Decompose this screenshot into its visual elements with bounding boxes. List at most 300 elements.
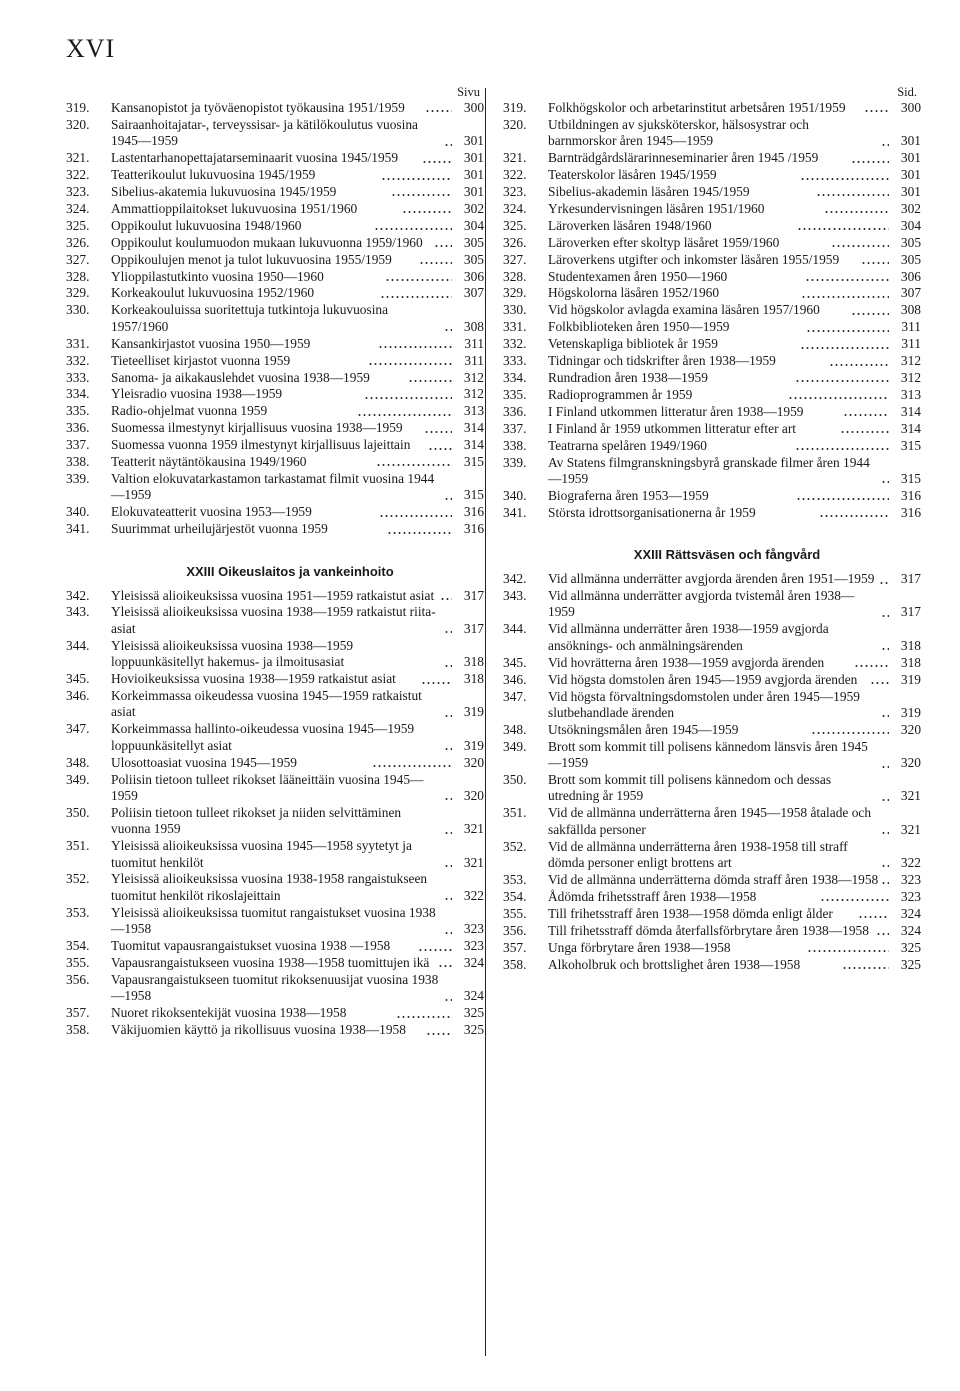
entry-body xyxy=(111,167,484,183)
entry-body xyxy=(111,838,484,871)
entry-body xyxy=(548,370,921,386)
dot-leader xyxy=(820,891,889,902)
entry-number: 325. xyxy=(66,217,90,233)
entry-body xyxy=(111,721,484,754)
entry-title: Oppikoulut koulumuodon mukaan lukuvuonna 1959/1960 xyxy=(111,234,423,250)
dot-leader xyxy=(831,237,889,248)
entry-title: Alkoholbruk och brottslighet åren 1938—1958 xyxy=(548,956,801,972)
entry-body xyxy=(111,285,484,301)
entry-number: 335. xyxy=(66,403,90,419)
entry-title: Vid allmänna underrätter avgjorda tvistemål åren 1938—1959 xyxy=(548,588,855,620)
entry-page: 313 xyxy=(900,386,922,402)
entry-body xyxy=(548,940,921,956)
entry-title: Yleisissä alioikeuksissa vuosina 1938-1958 rangaistukseen tuomitut henkilöt rikoslajeittain xyxy=(111,871,428,903)
entry-number: 324. xyxy=(503,200,527,216)
entry-page: 319 xyxy=(900,704,921,720)
toc-entry xyxy=(66,838,484,871)
entry-number: 328. xyxy=(503,268,527,284)
entry-number: 346. xyxy=(66,688,90,703)
dot-leader xyxy=(788,389,889,400)
toc-entry xyxy=(503,772,921,805)
dot-leader xyxy=(795,440,889,451)
dot-leader xyxy=(372,757,453,768)
dot-leader xyxy=(421,674,452,685)
dot-leader xyxy=(422,153,452,164)
entry-body xyxy=(111,370,484,386)
entry-body xyxy=(548,302,921,318)
entry-body xyxy=(548,621,921,654)
toc-entry xyxy=(503,167,921,183)
entry-body xyxy=(111,588,484,604)
entry-title: Yleisissä alioikeuksissa vuosina 1938—1959 loppuunkäsitellyt hakemus- ja ilmoitusasiat xyxy=(111,637,354,670)
entry-page: 307 xyxy=(900,285,922,301)
entry-number: 358. xyxy=(66,1022,90,1038)
entry-body xyxy=(548,252,921,268)
entry-title: Lastentarhanopettajatarseminaarit vuosina 1945/1959 xyxy=(111,150,399,166)
entry-number: 351. xyxy=(66,838,90,854)
entry-number: 321. xyxy=(66,150,90,166)
dot-leader xyxy=(426,1025,452,1036)
entry-page: 306 xyxy=(463,268,485,284)
entry-number: 337. xyxy=(503,420,527,436)
dot-leader xyxy=(881,707,889,718)
dot-leader xyxy=(842,959,889,970)
entry-title: Vid högskolor avlagda examina läsåren 1957/1960 xyxy=(548,302,820,318)
entry-number: 332. xyxy=(66,352,90,368)
entry-body xyxy=(111,471,484,504)
entry-number: 336. xyxy=(503,403,527,419)
entry-number: 340. xyxy=(66,504,90,520)
entry-body xyxy=(548,772,921,805)
entry-title: Vapausrangaistukseen tuomitut rikoksenuusijat vuosina 1938—1958 xyxy=(111,971,439,1004)
entry-body xyxy=(548,150,921,166)
entry-page: 315 xyxy=(463,454,484,470)
toc-entry xyxy=(503,319,921,335)
entry-body xyxy=(111,454,484,470)
dot-leader xyxy=(819,507,889,518)
toc-entry xyxy=(503,404,921,420)
entry-page: 319 xyxy=(463,737,484,753)
section-title: XXIII Oikeuslaitos ja vankeinhoito xyxy=(186,563,394,579)
entry-body xyxy=(111,201,484,217)
entry-body xyxy=(548,117,921,150)
entry-title: Folkhögskolor och arbetarinstitut arbetsåren 1951/1959 xyxy=(548,100,846,115)
dot-leader xyxy=(801,288,889,299)
dot-leader xyxy=(854,657,889,668)
entry-page: 301 xyxy=(463,150,484,166)
entry-page: 307 xyxy=(463,285,485,301)
entry-title: Korkeakoulut lukuvuosina 1952/1960 xyxy=(111,285,315,301)
toc-entry xyxy=(66,336,484,352)
entry-page: 301 xyxy=(463,133,484,149)
entry-body xyxy=(111,688,484,721)
dot-leader xyxy=(881,791,889,802)
dot-leader xyxy=(881,824,889,835)
dot-leader xyxy=(444,991,452,1002)
dot-leader xyxy=(408,372,452,383)
entry-page: 317 xyxy=(900,571,921,587)
toc-entry xyxy=(66,671,484,687)
entry-number: 346. xyxy=(503,671,527,687)
entry-page: 318 xyxy=(900,654,921,670)
entry-title: Vid högsta förvaltningsdomstolen under åren 1945—1959 slutbehandlade ärenden xyxy=(548,688,860,720)
entry-body xyxy=(548,957,921,973)
dot-leader xyxy=(374,220,452,231)
entry-title: Vid de allmänna underrätterna dömda straff åren 1938—1958 xyxy=(548,871,879,887)
entry-number: 349. xyxy=(503,738,527,754)
toc-entry xyxy=(503,370,921,386)
entry-page: 324 xyxy=(900,922,922,938)
toc-entry xyxy=(503,655,921,671)
entry-body xyxy=(548,906,921,922)
entry-page: 324 xyxy=(463,988,484,1004)
dot-leader xyxy=(444,790,452,801)
dot-leader xyxy=(380,288,452,299)
entry-page: 311 xyxy=(901,336,922,352)
entry-body xyxy=(548,805,921,838)
entry-page: 320 xyxy=(463,787,484,803)
entry-page: 324 xyxy=(900,905,921,921)
entry-title: Yleisissä alioikeuksissa vuosina 1938—1959 ratkaistut riita-asiat xyxy=(111,604,436,636)
entry-title: Hovioikeuksissa vuosina 1938—1959 ratkaistut asiat xyxy=(111,671,396,687)
dot-leader xyxy=(378,338,452,349)
dot-leader xyxy=(881,136,889,147)
entry-page: 320 xyxy=(463,754,485,770)
dot-leader xyxy=(444,657,452,668)
entry-page: 325 xyxy=(900,939,922,955)
entry-title: Läroverken läsåren 1948/1960 xyxy=(548,217,712,233)
dot-leader xyxy=(364,389,452,400)
dot-leader xyxy=(402,203,452,214)
dot-leader xyxy=(806,322,889,333)
entry-number: 331. xyxy=(503,319,527,335)
entry-number: 327. xyxy=(66,251,90,267)
entry-body xyxy=(548,588,921,621)
toc-entry xyxy=(503,588,921,621)
entry-title: Kansankirjastot vuosina 1950—1959 xyxy=(111,335,311,351)
entry-number: 324. xyxy=(66,200,90,216)
entry-page: 315 xyxy=(900,437,922,453)
toc-entry xyxy=(66,150,484,166)
entry-page: 322 xyxy=(463,887,484,903)
entry-body xyxy=(548,404,921,420)
entry-title: Folkbiblioteken åren 1950—1959 xyxy=(548,319,730,335)
entry-title: Yleisradio vuosina 1938—1959 xyxy=(111,386,283,402)
entry-number: 342. xyxy=(503,571,527,587)
dot-leader xyxy=(385,271,452,282)
entry-page: 305 xyxy=(463,234,484,250)
toc-entry xyxy=(66,604,484,637)
dot-leader xyxy=(851,153,889,164)
entry-body xyxy=(111,638,484,671)
entry-page: 305 xyxy=(900,234,922,250)
entry-body xyxy=(111,403,484,419)
toc-entry xyxy=(503,438,921,454)
entry-title: Poliisin tietoon tulleet rikokset ja niiden selvittäminen vuonna 1959 xyxy=(111,804,402,837)
entry-body xyxy=(548,218,921,234)
entry-number: 345. xyxy=(66,671,90,687)
entry-page: 315 xyxy=(900,470,921,486)
entry-body xyxy=(548,571,921,587)
entry-number: 329. xyxy=(503,285,527,301)
entry-number: 357. xyxy=(503,939,527,955)
entry-page: 314 xyxy=(900,403,921,419)
dot-leader xyxy=(824,203,889,214)
entry-page: 320 xyxy=(900,755,921,771)
dot-leader xyxy=(444,623,452,634)
dot-leader xyxy=(881,607,889,618)
entry-body xyxy=(111,1005,484,1021)
entry-page: 312 xyxy=(900,353,922,369)
entry-number: 344. xyxy=(503,621,527,637)
entry-title: Väkijuomien käyttö ja rikollisuus vuosina 1938—1958 xyxy=(111,1022,406,1038)
entry-page: 315 xyxy=(463,487,484,503)
toc-entry xyxy=(66,721,484,754)
entry-title: Sibelius-akademin läsåren 1945/1959 xyxy=(548,184,750,200)
entry-title: Brott som kommit till polisens kännedom och dessas utredning år 1959 xyxy=(548,772,832,804)
entry-number: 358. xyxy=(503,956,527,972)
entry-number: 320. xyxy=(66,116,90,132)
entry-body xyxy=(548,269,921,285)
entry-page: 323 xyxy=(463,921,484,937)
entry-number: 356. xyxy=(66,971,90,987)
entry-title: Oppikoulut lukuvuosina 1948/1960 xyxy=(111,217,302,233)
column-divider xyxy=(485,88,486,1356)
entry-body xyxy=(111,437,484,453)
toc-entry xyxy=(503,302,921,318)
entry-number: 351. xyxy=(503,805,527,821)
entry-title: Tieteelliset kirjastot vuonna 1959 xyxy=(111,352,291,368)
dot-leader xyxy=(816,186,889,197)
entry-body xyxy=(111,269,484,285)
toc-entry xyxy=(66,386,484,402)
entry-page: 306 xyxy=(900,268,921,284)
entry-page: 320 xyxy=(900,721,922,737)
entry-body xyxy=(548,421,921,437)
entry-number: 350. xyxy=(66,804,90,820)
entry-number: 326. xyxy=(66,234,90,250)
dot-leader xyxy=(811,724,889,735)
toc-entry xyxy=(66,805,484,838)
entry-number: 340. xyxy=(503,487,527,503)
entry-number: 347. xyxy=(66,721,90,737)
entry-page: 319 xyxy=(463,704,484,720)
entry-title: Tuomitut vapausrangaistukset vuosina 1938 —1958 xyxy=(111,938,391,954)
toc-entry xyxy=(66,1005,484,1021)
toc-entry xyxy=(503,923,921,939)
entry-body xyxy=(111,504,484,520)
entry-title: Suomessa vuonna 1959 ilmestynyt kirjallisuus lajeittain xyxy=(111,437,411,453)
toc-entry xyxy=(503,739,921,772)
entry-number: 335. xyxy=(503,386,527,402)
toc-entry xyxy=(503,488,921,504)
entry-page: 316 xyxy=(900,504,922,520)
entry-number: 343. xyxy=(66,604,90,620)
toc-list-justice xyxy=(66,588,484,1039)
dot-leader xyxy=(796,490,889,501)
entry-title: Läroverken efter skoltyp läsåret 1959/1960 xyxy=(548,234,780,250)
entry-title: Yleisissä alioikeuksissa vuosina 1945—1958 syytetyt ja tuomitut henkilöt xyxy=(111,838,412,870)
dot-leader xyxy=(444,136,452,147)
toc-entry xyxy=(66,955,484,971)
entry-page: 325 xyxy=(463,1022,485,1038)
swedish-column xyxy=(503,84,921,973)
toc-entry xyxy=(503,100,921,116)
entry-number: 329. xyxy=(66,285,90,301)
entry-page: 311 xyxy=(464,335,485,351)
entry-title: Yrkesundervisningen läsåren 1951/1960 xyxy=(548,200,765,216)
toc-entry xyxy=(503,621,921,654)
toc-entry xyxy=(66,905,484,938)
entry-page: 321 xyxy=(463,821,484,837)
toc-entry xyxy=(503,689,921,722)
dot-leader xyxy=(807,942,889,953)
dot-leader xyxy=(870,674,889,685)
entry-body xyxy=(111,336,484,352)
entry-title: Ammattioppilaitokset lukuvuosina 1951/1960 xyxy=(111,200,358,216)
entry-body xyxy=(548,285,921,301)
toc-entry xyxy=(66,521,484,537)
toc-entry xyxy=(66,871,484,904)
entry-number: 352. xyxy=(66,871,90,887)
entry-title: Brott som kommit till polisens kännedom länsvis åren 1945—1959 xyxy=(548,738,868,771)
entry-number: 357. xyxy=(66,1005,90,1021)
entry-page: 312 xyxy=(463,369,484,385)
entry-page: 325 xyxy=(463,1005,485,1021)
entry-title: Unga förbrytare åren 1938—1958 xyxy=(548,939,731,955)
entry-title: Till frihetsstraff dömda återfallsförbrytare åren 1938—1958 xyxy=(548,922,869,938)
toc-entry xyxy=(66,454,484,470)
entry-page: 317 xyxy=(463,587,485,603)
entry-title: Sanoma- ja aikakauslehdet vuosina 1938—1959 xyxy=(111,369,370,385)
entry-title: Tidningar och tidskrifter åren 1938—1959 xyxy=(548,353,776,369)
entry-number: 321. xyxy=(503,150,527,166)
entry-body xyxy=(548,672,921,688)
toc-entry xyxy=(66,201,484,217)
toc-entry xyxy=(503,421,921,437)
dot-leader xyxy=(368,355,452,366)
entry-title: Teatterit näytäntökausina 1949/1960 xyxy=(111,454,307,470)
entry-number: 348. xyxy=(503,721,527,737)
dot-leader xyxy=(876,925,889,936)
toc-entry xyxy=(503,336,921,352)
dot-leader xyxy=(418,941,452,952)
toc-entry xyxy=(503,571,921,587)
entry-title: Elokuvateatterit vuosina 1953—1959 xyxy=(111,504,312,520)
dot-leader xyxy=(391,186,452,197)
toc-entry xyxy=(66,269,484,285)
entry-page: 325 xyxy=(900,956,921,972)
entry-page: 302 xyxy=(463,200,485,216)
entry-page: 300 xyxy=(900,100,922,115)
entry-title: Av Statens filmgranskningsbyrå granskade filmer åren 1944—1959 xyxy=(548,454,870,486)
dot-leader xyxy=(881,758,889,769)
entry-body xyxy=(548,839,921,872)
toc-entry xyxy=(503,184,921,200)
toc-list-education xyxy=(66,100,484,538)
page-column-heading: Sid. xyxy=(897,85,917,99)
finnish-column xyxy=(66,84,484,1039)
entry-title: Kansanopistot ja työväenopistot työkausina 1951/1959 xyxy=(111,100,405,115)
entry-number: 319. xyxy=(503,100,527,115)
entry-body xyxy=(111,386,484,402)
entry-page: 312 xyxy=(463,386,484,402)
entry-title: Teatterikoulut lukuvuosina 1945/1959 xyxy=(111,167,316,183)
entry-title: Radioprogrammen år 1959 xyxy=(548,386,693,402)
dot-leader xyxy=(444,857,452,868)
entry-title: Nuoret rikoksentekijät vuosina 1938—1958 xyxy=(111,1005,347,1021)
entry-number: 356. xyxy=(503,922,527,938)
entry-page: 316 xyxy=(900,487,922,503)
entry-title: Studentexamen åren 1950—1960 xyxy=(548,268,728,284)
entry-number: 322. xyxy=(503,167,527,183)
entry-body xyxy=(548,689,921,722)
entry-body xyxy=(548,655,921,671)
entry-title: Sibelius-akatemia lukuvuosina 1945/1959 xyxy=(111,184,337,200)
entry-page: 316 xyxy=(463,504,485,520)
dot-leader xyxy=(438,957,452,968)
entry-page: 305 xyxy=(900,251,922,267)
toc-entry xyxy=(66,688,484,721)
toc-entry xyxy=(503,117,921,150)
entry-page: 321 xyxy=(463,854,484,870)
dot-leader xyxy=(357,406,452,417)
entry-body xyxy=(111,955,484,971)
toc-list-justice xyxy=(503,571,921,973)
entry-number: 355. xyxy=(66,955,90,970)
entry-body xyxy=(111,871,484,904)
entry-body xyxy=(548,889,921,905)
toc-entry xyxy=(503,722,921,738)
entry-number: 339. xyxy=(503,454,527,470)
entry-title: Vid hovrätterna åren 1938—1959 avgjorda ärenden xyxy=(548,654,825,670)
toc-entry xyxy=(66,755,484,771)
toc-entry xyxy=(66,437,484,453)
toc-entry xyxy=(66,972,484,1005)
entry-page: 300 xyxy=(463,100,485,115)
entry-page: 305 xyxy=(463,251,484,267)
entry-number: 323. xyxy=(503,184,527,200)
toc-entry xyxy=(503,150,921,166)
toc-entry xyxy=(66,1022,484,1038)
dot-leader xyxy=(797,220,889,231)
toc-entry xyxy=(66,471,484,504)
entry-number: 334. xyxy=(503,370,527,385)
entry-title: Vetenskapliga bibliotek år 1959 xyxy=(548,336,718,352)
entry-number: 347. xyxy=(503,688,527,704)
dot-leader xyxy=(444,321,452,332)
entry-page: 308 xyxy=(900,302,921,318)
toc-entry xyxy=(66,100,484,116)
entry-number: 330. xyxy=(66,302,90,318)
dot-leader xyxy=(425,102,452,113)
entry-body xyxy=(548,201,921,217)
entry-number: 325. xyxy=(503,217,527,233)
entry-body xyxy=(548,319,921,335)
entry-body xyxy=(548,353,921,369)
entry-number: 354. xyxy=(503,888,527,904)
entry-title: Suurimmat urheilujärjestöt vuonna 1959 xyxy=(111,521,328,537)
entry-page: 318 xyxy=(463,671,484,687)
entry-title: Utsökningsmålen åren 1945—1959 xyxy=(548,721,739,737)
dot-leader xyxy=(444,490,452,501)
entry-page: 314 xyxy=(900,420,921,436)
entry-body xyxy=(111,302,484,335)
toc-entry xyxy=(503,839,921,872)
entry-body xyxy=(548,722,921,738)
entry-page: 323 xyxy=(900,871,922,887)
entry-body xyxy=(548,872,921,888)
